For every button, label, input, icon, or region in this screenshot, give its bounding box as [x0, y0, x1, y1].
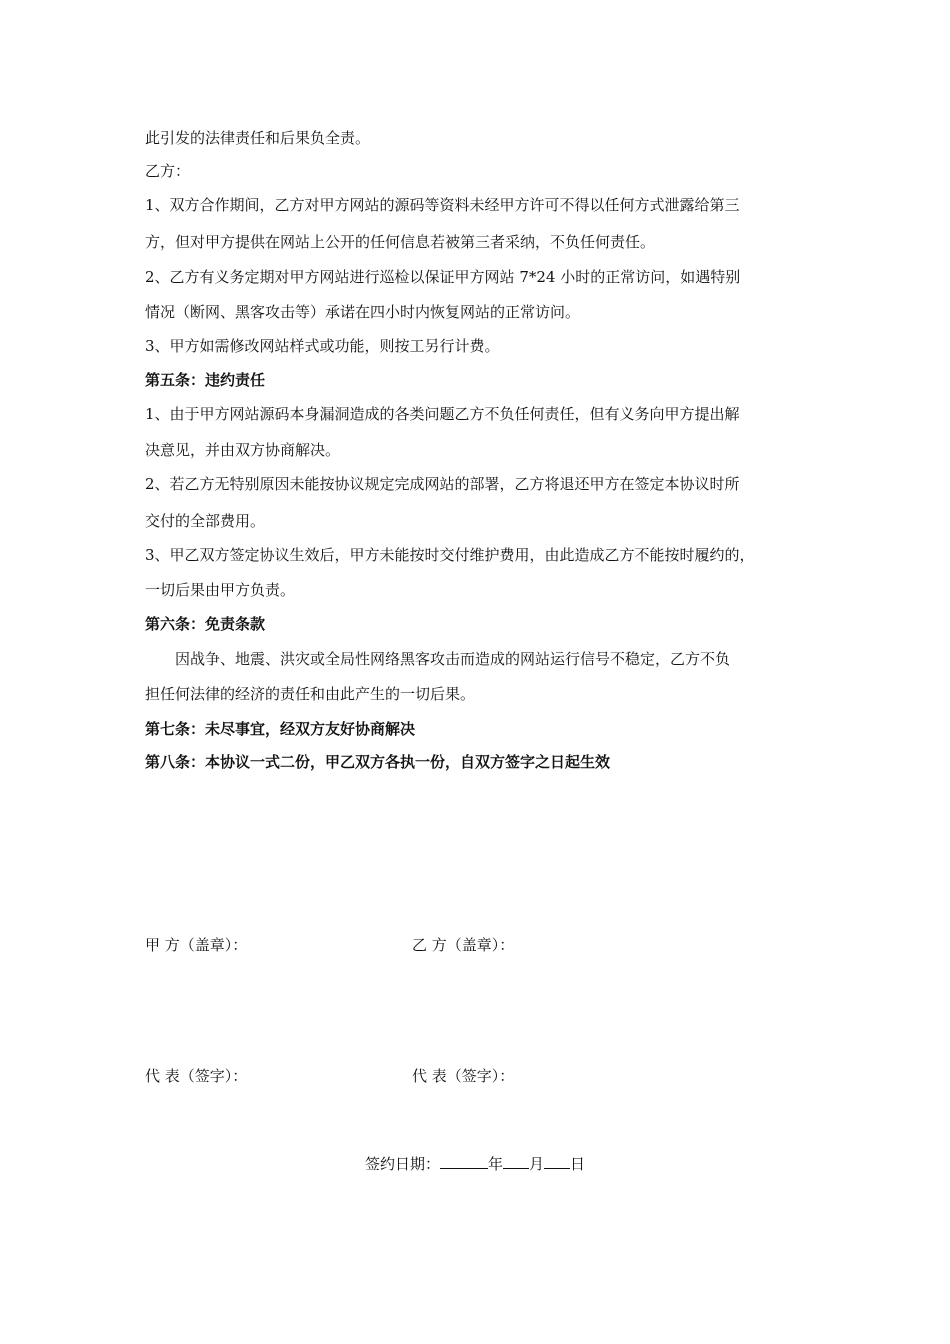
party-b-seal-label: 乙 方（盖章）：	[412, 936, 515, 954]
month-label: 月	[529, 1155, 545, 1173]
body-text-line: 方，但对甲方提供在网站上公开的任何信息若被第三者采纳，不负任何责任。	[145, 233, 656, 251]
party-b-representative-label: 代 表（签字）：	[412, 1067, 515, 1085]
body-text-line: 3、甲乙双方签定协议生效后，甲方未能按时交付维护费用，由此造成乙方不能按时履约的，	[145, 546, 755, 564]
section-heading-8: 第八条：本协议一式二份，甲乙双方各执一份，自双方签字之日起生效	[145, 753, 611, 771]
signing-date-label: 签约日期：	[364, 1155, 440, 1173]
signing-date-row	[0, 1152, 950, 1174]
body-text-line: 2、若乙方无特别原因未能按协议规定完成网站的部署，乙方将退还甲方在签定本协议时所	[145, 475, 740, 493]
body-text-line: 1、双方合作期间，乙方对甲方网站的源码等资料未经甲方许可不得以任何方式泄露给第三	[145, 196, 740, 214]
body-text-line: 2、乙方有义务定期对甲方网站进行巡检以保证甲方网站 7*24 小时的正常访问，如遇特别	[145, 268, 741, 286]
body-text-line: 此引发的法律责任和后果负全责。	[145, 129, 371, 147]
year-blank	[440, 1152, 488, 1169]
body-text-line: 决意见，并由双方协商解决。	[145, 441, 341, 459]
body-text-line: 3、甲方如需修改网站样式或功能，则按工另行计费。	[145, 337, 500, 355]
section-heading-5: 第五条：违约责任	[145, 371, 266, 389]
day-blank	[544, 1152, 570, 1169]
section-heading-6: 第六条：免责条款	[145, 615, 266, 633]
day-label: 日	[570, 1155, 586, 1173]
body-text-line: 担任何法律的经济的责任和由此产生的一切后果。	[145, 685, 476, 703]
year-label: 年	[487, 1155, 503, 1173]
body-text-line: 情况（断网、黑客攻击等）承诺在四小时内恢复网站的正常访问。	[145, 303, 581, 321]
body-text-line: 一切后果由甲方负责。	[145, 581, 296, 599]
party-a-representative-label: 代 表（签字）：	[145, 1067, 248, 1085]
party-a-seal-label: 甲 方（盖章）：	[145, 936, 248, 954]
body-text-line: 1、由于甲方网站源码本身漏洞造成的各类问题乙方不负任何责任，但有义务向甲方提出解	[145, 405, 740, 423]
party-b-heading: 乙方：	[145, 162, 191, 180]
body-text-line: 交付的全部费用。	[145, 512, 266, 530]
section-heading-7: 第七条：未尽事宜，经双方友好协商解决	[145, 720, 416, 738]
body-text-line: 因战争、地震、洪灾或全局性网络黑客攻击而造成的网站运行信号不稳定，乙方不负	[145, 650, 731, 668]
month-blank	[503, 1152, 529, 1169]
